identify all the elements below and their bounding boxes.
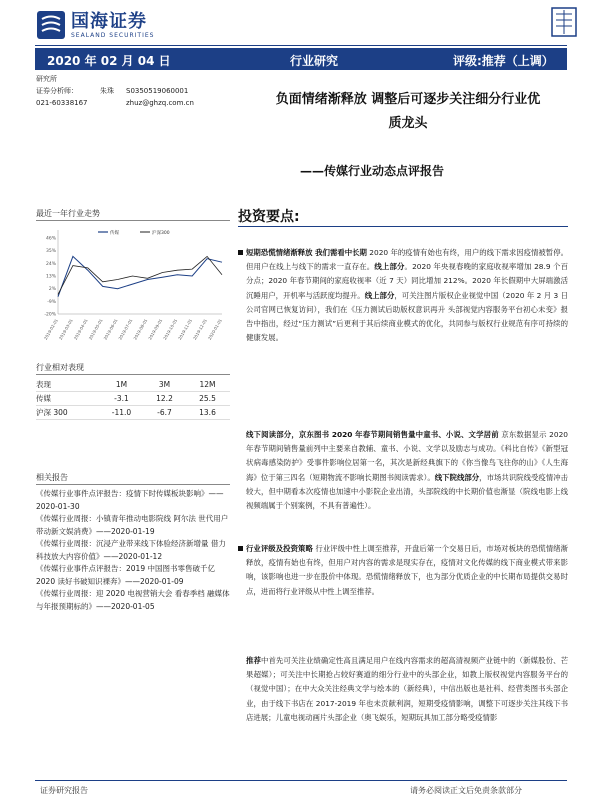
para-1-body-2: 。2020 年央视春晚的家庭收视率增加 28.9 个百分点；2020 年春节期间的家庭收视率（近 7 天）同比增加 212%。2020 年长假期中大屏端激活沉睡用户，开机率与活跃度均提升。 [246,262,568,300]
analyst-email[interactable]: zhuz@ghzq.com.cn [126,99,194,107]
perf-cell: 12.2 [156,394,173,403]
perf-rule [36,374,230,375]
y-tick-label: -9% [47,299,56,305]
trend-chart [36,224,230,342]
perf-label: 行业相对表现 [36,363,84,372]
trend-label: 最近一年行业走势 [36,209,100,218]
invest-paragraph-4 [246,654,568,776]
invest-rule [238,226,568,227]
analyst-role: 证券分析师： [36,87,78,95]
para-3-body: 行业评级中性上调至推荐，开盘后第一个交易日后，市场对板块的恐慌情绪渐释放，疫情有始也有终，但用户对内容的需求是现实存在，疫情对文化传媒的线下商业模式带来影响，该影响也进一步在股价中体现。恐慌情绪释放下，也为部分优质企业的中长期布局提供交易时点，进而将行业评级从中性上调至推荐。 [246,544,568,596]
x-tick-label: 2019-09-01 [147,318,164,341]
para-2-body: 京东数据显示 2020 年春节期间销售量前列中主要来自教辅、童书、小说、文学以及励志与成功。《科比自传》《新型冠状病毒感染防护》受事件影响位居第一名，其次是新经典旗下的《你当像鸟飞往你的山》《人生海海》位于第三四名（短期物流不影响长期图书阅读需求）。 [246,430,568,482]
related-item[interactable]: 《传媒行业周报：沉浸产业带来线下体验经济新增量 借力科技放大内容价值》——2020-01-12 [36,539,226,561]
para-4-body: 中首先可关注业绩确定性高且满足用户在线内容需求的超高清视频产业链中的（新媒股份、芒果超媒）；可关注中长期抢占较好赛道的细分行业中的头部企业，如教上版权视觉内容服务平台的（视觉中国）；在中大众关注经典文学与绘本的（新经典），中信出版也是社科、经营类图书头部企业，由于线下书店在 2017-2019 年也未贡献利润，短期受疫情影响，调整下可逐步关注其线下书店进展；儿童电视动画片头部企业（奥飞娱乐，短期玩具加工部分略受疫情影 [246,656,568,722]
invest-paragraph-1 [246,246,568,345]
perf-cell: 13.6 [199,408,216,417]
x-tick-label: 2019-04-01 [72,318,89,341]
title-line-1: 负面情绪渐释放 调整后可逐步关注细分行业优 [275,92,541,107]
perf-cell: 25.5 [199,394,216,403]
para-3-lead: 行业评级及投资策略 [246,544,313,553]
trend-rule [36,220,230,221]
bullet-icon [238,546,243,551]
related-item[interactable]: 《传媒行业事件点评报告：疫情下时传媒板块影响》——2020-01-30 [36,489,224,511]
invest-paragraph-3 [246,542,568,599]
company-logo [36,6,176,44]
analyst-phone: 021-60338167 [36,99,88,107]
footer-rule [35,780,567,781]
para-4-lead: 推荐 [246,656,261,665]
perf-header-cell: 表现 [36,380,51,389]
x-tick-label: 2020-01-01 [206,318,223,341]
analyst-name: 朱珠 [100,87,114,95]
report-title [238,88,578,136]
header-rule [35,45,567,46]
para-2-lead: 线下阅读部分，京东图书 2020 年春节期间销售量中童书、小说、文学居前 [246,430,499,439]
perf-table [36,378,230,420]
legend-hs300: 沪深300 [152,231,170,236]
y-tick-label: 2% [48,287,56,293]
perf-cell: -11.0 [111,408,132,417]
para-2-bold-2: 线下院线部分 [434,472,480,482]
footer-disclaimer: 请务必阅读正文后免责条款部分 [410,786,522,795]
y-tick-label: -20% [44,312,56,318]
series-line-media [58,256,222,296]
y-tick-label: 35% [45,249,56,255]
invest-paragraph-2 [246,428,568,513]
para-1-bold-3: 线上部分 [364,290,395,300]
perf-cell: -6.7 [157,408,172,417]
para-1-body: 2020 年的疫情有始也有终，用户的线下需求因疫情被暂停。但用户在线上与线下的需求一直存在。 [246,248,568,272]
report-type: 行业研究 [290,54,339,68]
perf-header-cell: 12M [199,380,216,389]
perf-header-row [36,378,230,392]
corner-seal-icon [550,6,578,38]
para-1-body-3: ，可关注图片版权企业视觉中国（2020 年 2 月 3 日公司官网已恢复访问），我们在《压力测试后助版权意识再升 头部视觉内容服务平台初心未变》报告中指出，经过“压力测试”后更利于其后续商业模式的优化，共同参与版权行业规范有序可持续的健康发展。 [246,290,568,343]
related-label: 相关报告 [36,473,68,482]
bullet-icon [238,250,243,255]
analyst-cert: S0350519060001 [126,87,189,95]
x-tick-label: 2019-11-01 [177,318,194,341]
x-tick-label: 2019-03-01 [57,318,74,341]
x-tick-label: 2019-08-01 [132,318,149,341]
para-1-bold-2: 线上部分 [374,262,405,272]
x-tick-label: 2019-10-01 [162,318,179,341]
invest-heading: 投资要点: [238,209,300,225]
para-2-body-2: ，市场共识院线受疫情冲击较大，但中期看本次疫情也加速中小影院企业出清，头部院线的中长期价值也渐显（院线电影上线视频端属于个别案例，不具有普遍性）。 [246,472,568,511]
y-tick-label: 46% [45,236,56,242]
x-tick-label: 2019-07-01 [117,318,134,341]
x-tick-label: 2019-05-01 [87,318,104,341]
report-date: 2020 年 02 月 04 日 [47,54,171,68]
perf-header-cell: 3M [158,380,171,389]
company-name-en: SEALAND SECURITIES [71,31,155,39]
legend [98,229,170,236]
footer-left: 证券研究报告 [40,786,88,795]
related-list [36,488,230,613]
perf-row [36,406,230,420]
x-tick-label: 2019-12-01 [192,318,208,341]
legend-media: 传媒 [110,231,119,236]
perf-header-cell: 1M [115,380,128,389]
related-item[interactable]: 《传媒行业周报：小镇青年推动电影院线 阿尔法 世代用户带动新文娱消费》——2020-01-19 [36,514,229,536]
related-item[interactable]: 《传媒行业事件点评报告：2019 中国图书零售破千亿 2020 读好书破知识裸奔》——2020-01-09 [36,564,215,586]
company-name-cn: 国海证券 [71,10,147,32]
related-rule [36,484,230,485]
y-tick-label: 24% [45,261,56,267]
para-1-lead: 短期恐慌情绪渐释放 我们需看中长期 [246,248,367,257]
y-tick-label: 13% [45,274,56,280]
perf-cell: -3.1 [114,394,129,403]
series-line-hs300 [58,256,222,294]
header-banner [35,48,567,70]
perf-cell: 沪深 300 [36,408,68,417]
x-tick-label: 2019-02-01 [42,318,59,341]
sealand-logo-icon [36,10,66,40]
x-tick-label: 2019-06-01 [102,318,119,341]
dept-label: 研究所 [36,75,57,83]
title-line-2: 质龙头 [388,116,428,131]
rating: 评级:推荐（上调） [453,54,554,68]
perf-row [36,392,230,406]
report-subtitle: ——传媒行业动态点评报告 [300,164,445,178]
related-item[interactable]: 《传媒行业周报：迎 2020 电视营销大会 看春季档 融媒体与年报预期标的》——2020-01-05 [36,589,230,611]
perf-cell: 传媒 [36,394,51,403]
